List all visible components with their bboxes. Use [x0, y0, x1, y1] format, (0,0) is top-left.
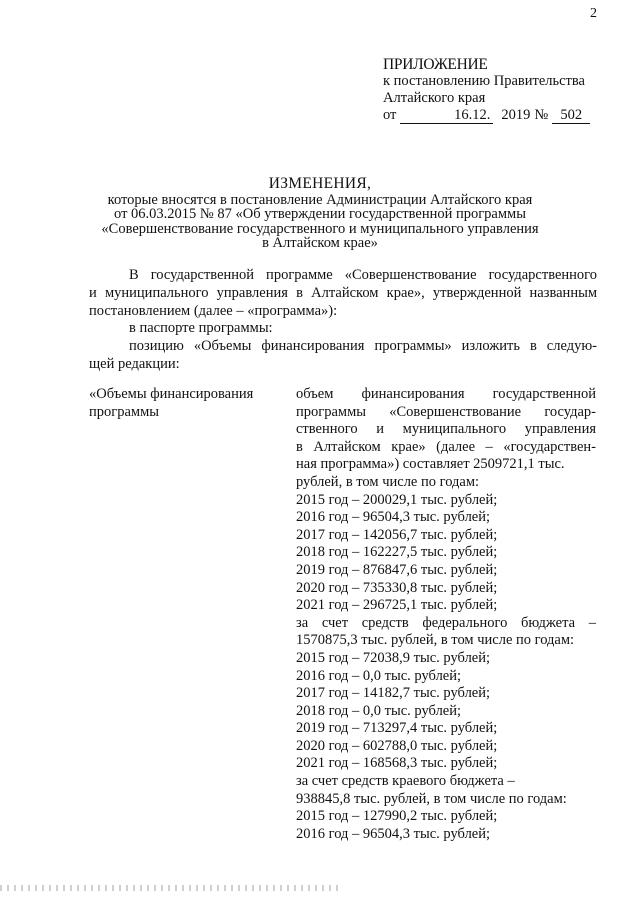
- body-line: постановлением (далее – «программа»):: [89, 302, 338, 319]
- right-line: за счет средств федерального бюджета –: [296, 614, 596, 631]
- left-line: «Объемы финансирования: [89, 386, 254, 402]
- right-line: 2015 год – 72038,9 тыс. рублей;: [296, 649, 491, 666]
- right-line: 2020 год – 602788,0 тыс. рублей;: [296, 737, 498, 754]
- date-year: 2019: [501, 107, 531, 123]
- table-left-column: [89, 386, 279, 422]
- body-line: и муниципального управления в Алтайском крае», утвержденной названным: [89, 284, 597, 301]
- right-line: 2019 год – 876847,6 тыс. рублей;: [296, 561, 498, 578]
- heading-line: от 06.03.2015 № 87 «Об утверждении государственной программы: [114, 206, 526, 223]
- right-line: 2017 год – 142056,7 тыс. рублей;: [296, 526, 498, 543]
- right-line: 2019 год – 713297,4 тыс. рублей;: [296, 720, 498, 737]
- heading-line: в Алтайском крае»: [262, 235, 378, 252]
- intro-paragraph: [89, 267, 597, 374]
- heading-title: ИЗМЕНЕНИЯ,: [268, 175, 372, 192]
- page-number: 2: [590, 6, 597, 21]
- changes-heading: [0, 177, 640, 251]
- right-line: ная программа») составляет 2509721,1 тыс.: [296, 456, 565, 473]
- right-line: 938845,8 тыс. рублей, в том числе по годам:: [296, 790, 567, 807]
- passport-line: в паспорте программы:: [129, 320, 273, 337]
- right-line: 2018 год – 0,0 тыс. рублей;: [296, 702, 462, 719]
- right-line: 2021 год – 296725,1 тыс. рублей;: [296, 597, 498, 614]
- heading-line: «Совершенствование государственного и муниципального управления: [101, 220, 539, 237]
- right-line: 1570875,3 тыс. рублей, в том числе по годам:: [296, 632, 575, 649]
- heading-line: которые вносятся в постановление Администрации Алтайского края: [107, 191, 533, 208]
- appendix-title: ПРИЛОЖЕНИЕ: [383, 56, 488, 73]
- right-line: 2018 год – 162227,5 тыс. рублей;: [296, 544, 498, 561]
- position-line: позицию «Объемы финансирования программы» изложить в следую-: [129, 338, 597, 355]
- right-line: ственного и муниципального управления: [296, 421, 596, 438]
- date-value: 16.12.: [400, 108, 493, 124]
- right-line: 2016 год – 96504,3 тыс. рублей;: [296, 825, 491, 842]
- right-line: 2015 год – 200029,1 тыс. рублей;: [296, 491, 498, 508]
- appendix-line-2: Алтайского края: [383, 90, 486, 106]
- table-right-column: [296, 386, 596, 843]
- position-line: щей редакции:: [89, 355, 180, 372]
- appendix-line-1: к постановлению Правительства: [383, 73, 585, 89]
- right-line: за счет средств краевого бюджета –: [296, 773, 515, 790]
- appendix-date-line: [383, 107, 590, 124]
- body-line: В государственной программе «Совершенствование государственного: [129, 267, 597, 283]
- number-value: 502: [552, 108, 590, 124]
- right-line: в Алтайском крае» (далее – «государствен-: [296, 438, 596, 455]
- left-line: программы: [89, 403, 159, 420]
- right-line: 2016 год – 96504,3 тыс. рублей;: [296, 509, 491, 526]
- right-line: рублей, в том числе по годам:: [296, 473, 480, 490]
- appendix-block: [383, 56, 590, 124]
- number-sign: №: [534, 107, 549, 123]
- right-line: 2021 год – 168568,3 тыс. рублей;: [296, 755, 498, 772]
- right-line: 2017 год – 14182,7 тыс. рублей;: [296, 685, 491, 702]
- date-prefix: от: [383, 107, 397, 123]
- scan-artifact-dots: [0, 885, 340, 891]
- right-line: 2016 год – 0,0 тыс. рублей;: [296, 667, 462, 684]
- right-line: объем финансирования государственной: [296, 386, 596, 402]
- right-line: программы «Совершенствование государ-: [296, 403, 596, 420]
- right-line: 2015 год – 127990,2 тыс. рублей;: [296, 808, 498, 825]
- right-line: 2020 год – 735330,8 тыс. рублей;: [296, 579, 498, 596]
